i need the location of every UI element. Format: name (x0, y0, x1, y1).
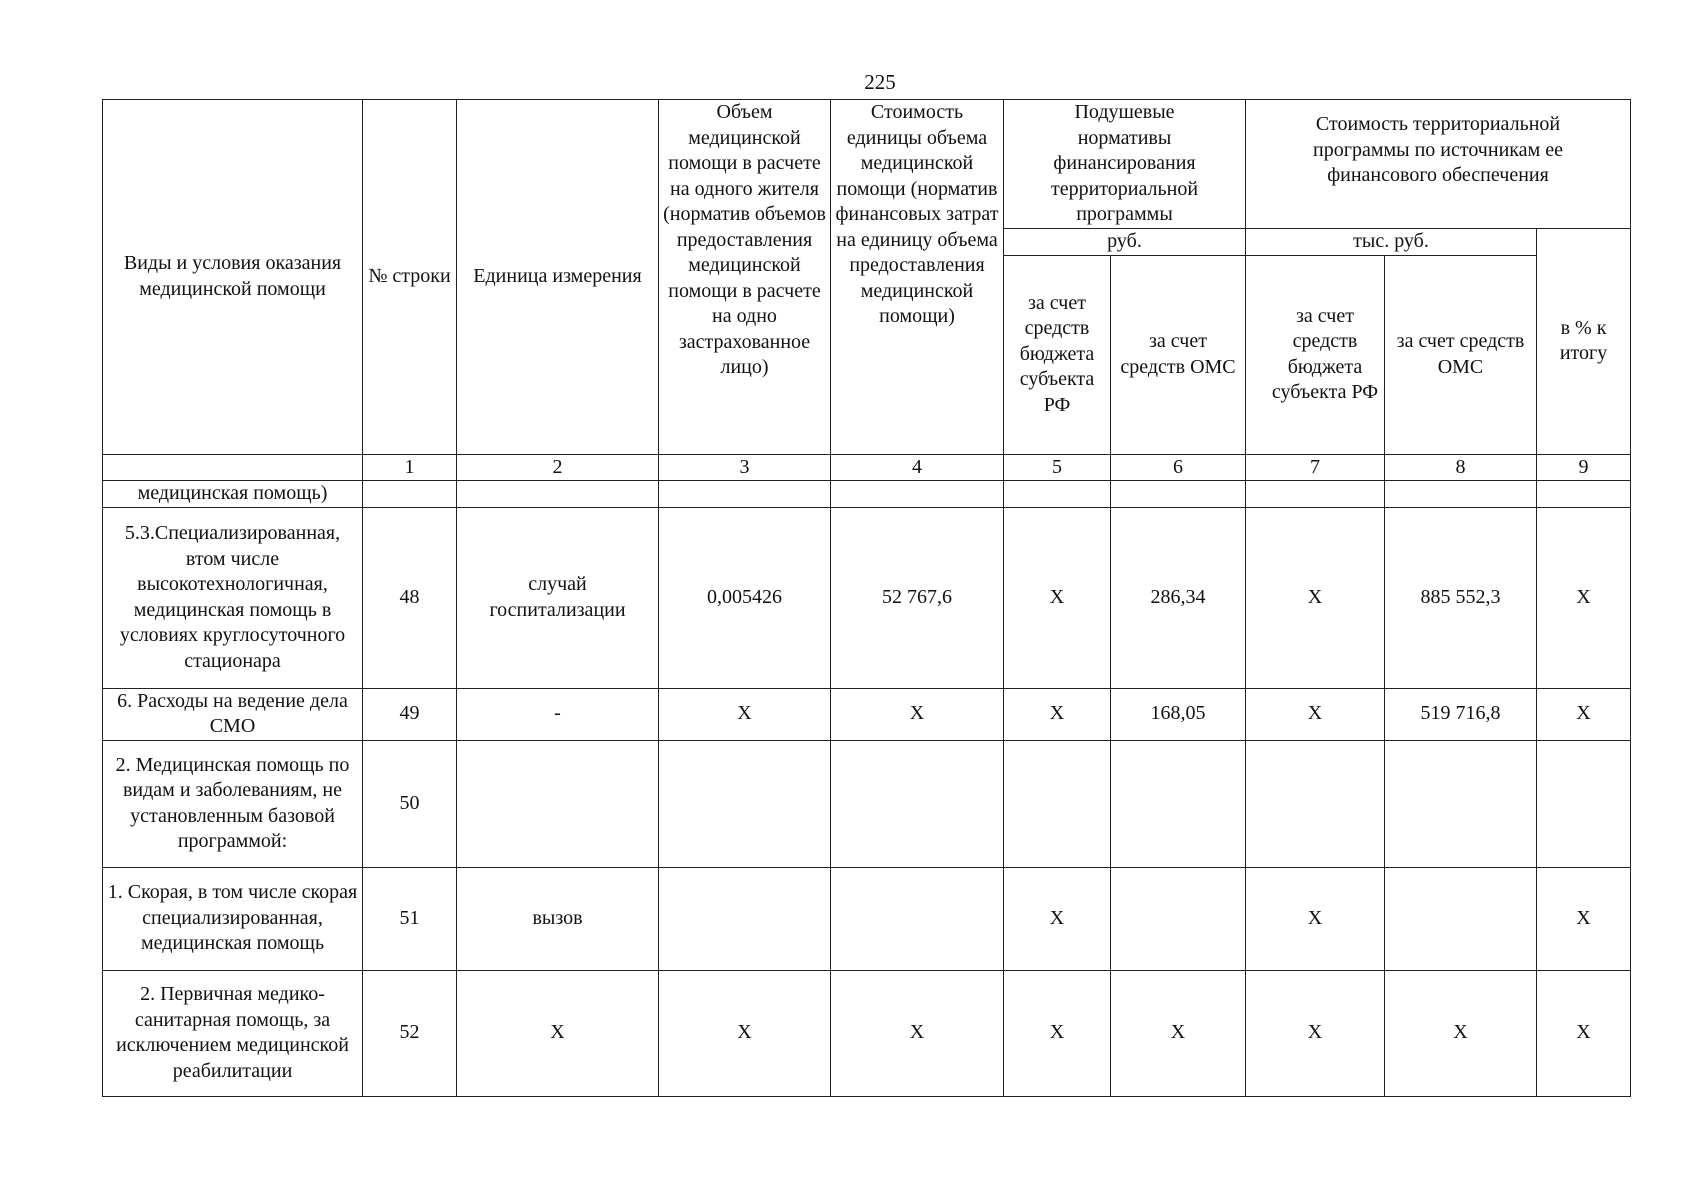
page-number: 225 (864, 70, 896, 94)
row-oms-thousand: 519 716,8 (1385, 688, 1537, 740)
row-percent: X (1537, 507, 1631, 688)
column-number: 3 (659, 454, 831, 481)
header-budget-5: за счет средств бюджета субъекта РФ (1004, 255, 1111, 454)
column-number: 5 (1004, 454, 1111, 481)
row-oms-thousand (1385, 481, 1537, 508)
row-number: 48 (363, 507, 457, 688)
row-budget-thousand: X (1246, 867, 1385, 970)
row-percent: X (1537, 970, 1631, 1096)
row-cost (831, 740, 1004, 867)
row-cost (831, 481, 1004, 508)
header-percent: в % к итогу (1537, 229, 1631, 455)
row-oms-rub: X (1111, 970, 1246, 1096)
row-volume (659, 740, 831, 867)
row-name: 2. Первичная медико-санитарная помощь, за исключением медицинской реабилитации (103, 970, 363, 1096)
table-row (103, 507, 1631, 688)
header-per-capita: Подушевые нормативы финансирования территориальной программы (1004, 100, 1246, 229)
column-number-blank (103, 454, 363, 481)
row-budget-thousand: X (1246, 688, 1385, 740)
row-budget-rub (1004, 481, 1111, 508)
header-unit: Единица измерения (457, 100, 659, 455)
column-numbers-row (103, 454, 1631, 481)
header-types: Виды и условия оказания медицинской помощи (103, 100, 363, 455)
row-budget-rub: X (1004, 970, 1111, 1096)
row-number: 49 (363, 688, 457, 740)
row-number: 50 (363, 740, 457, 867)
row-number (363, 481, 457, 508)
column-number: 8 (1385, 454, 1537, 481)
column-number: 9 (1537, 454, 1631, 481)
header-oms-8: за счет средств ОМС (1385, 255, 1537, 454)
header-oms-6: за счет средств ОМС (1111, 255, 1246, 454)
row-percent: X (1537, 867, 1631, 970)
table-row (103, 970, 1631, 1096)
row-name: 6. Расходы на ведение дела СМО (103, 688, 363, 740)
row-oms-rub: 168,05 (1111, 688, 1246, 740)
row-cost (831, 867, 1004, 970)
program-cost-table (102, 99, 1631, 1097)
row-percent (1537, 481, 1631, 508)
row-volume: X (659, 688, 831, 740)
row-oms-rub: 286,34 (1111, 507, 1246, 688)
row-percent (1537, 740, 1631, 867)
row-name: 1. Скорая, в том числе скорая специализированная, медицинская помощь (103, 867, 363, 970)
row-name: медицинская помощь) (103, 481, 363, 508)
header-program-cost: Стоимость территориальной программы по источникам ее финансового обеспечения (1246, 100, 1631, 229)
header-volume: Объем медицинской помощи в расчете на одного жителя (норматив объемов предоставления медицинской помощи в расчете на одно застрахованное лицо) (659, 100, 831, 455)
header-unit-thousand-rub: тыс. руб. (1246, 229, 1537, 256)
row-budget-rub (1004, 740, 1111, 867)
row-percent: X (1537, 688, 1631, 740)
header-unit-rub: руб. (1004, 229, 1246, 256)
row-oms-rub (1111, 867, 1246, 970)
row-number: 51 (363, 867, 457, 970)
row-budget-thousand: X (1246, 507, 1385, 688)
row-cost: 52 767,6 (831, 507, 1004, 688)
row-volume (659, 867, 831, 970)
table-row (103, 740, 1631, 867)
row-oms-thousand (1385, 740, 1537, 867)
column-number: 7 (1246, 454, 1385, 481)
row-budget-thousand (1246, 481, 1385, 508)
row-name: 2. Медицинская помощь по видам и заболеваниям, не установленным базовой программой: (103, 740, 363, 867)
row-budget-rub: X (1004, 688, 1111, 740)
row-oms-thousand: X (1385, 970, 1537, 1096)
table-row (103, 481, 1631, 508)
column-number: 1 (363, 454, 457, 481)
header-cost: Стоимость единицы объема медицинской помощи (норматив финансовых затрат на единицу объема предоставления медицинской помощи) (831, 100, 1004, 455)
table-row (103, 867, 1631, 970)
row-oms-thousand: 885 552,3 (1385, 507, 1537, 688)
row-number: 52 (363, 970, 457, 1096)
row-unit: X (457, 970, 659, 1096)
row-unit: - (457, 688, 659, 740)
table-row (103, 688, 1631, 740)
row-budget-rub: X (1004, 507, 1111, 688)
header-budget-7: за счет средств бюджета субъекта РФ (1246, 255, 1385, 454)
column-number: 6 (1111, 454, 1246, 481)
row-budget-thousand (1246, 740, 1385, 867)
row-unit: случай госпитализации (457, 507, 659, 688)
column-number: 4 (831, 454, 1004, 481)
row-oms-thousand (1385, 867, 1537, 970)
header-row-no: № строки (363, 100, 457, 455)
row-oms-rub (1111, 481, 1246, 508)
row-unit: вызов (457, 867, 659, 970)
row-cost: X (831, 688, 1004, 740)
row-volume (659, 481, 831, 508)
row-budget-rub: X (1004, 867, 1111, 970)
row-unit (457, 481, 659, 508)
row-volume: 0,005426 (659, 507, 831, 688)
column-number: 2 (457, 454, 659, 481)
row-cost: X (831, 970, 1004, 1096)
row-name: 5.3.Специализированная, втом числе высокотехнологичная, медицинская помощь в условиях круглосуточного стационара (103, 507, 363, 688)
row-budget-thousand: X (1246, 970, 1385, 1096)
row-oms-rub (1111, 740, 1246, 867)
row-volume: X (659, 970, 831, 1096)
row-unit (457, 740, 659, 867)
